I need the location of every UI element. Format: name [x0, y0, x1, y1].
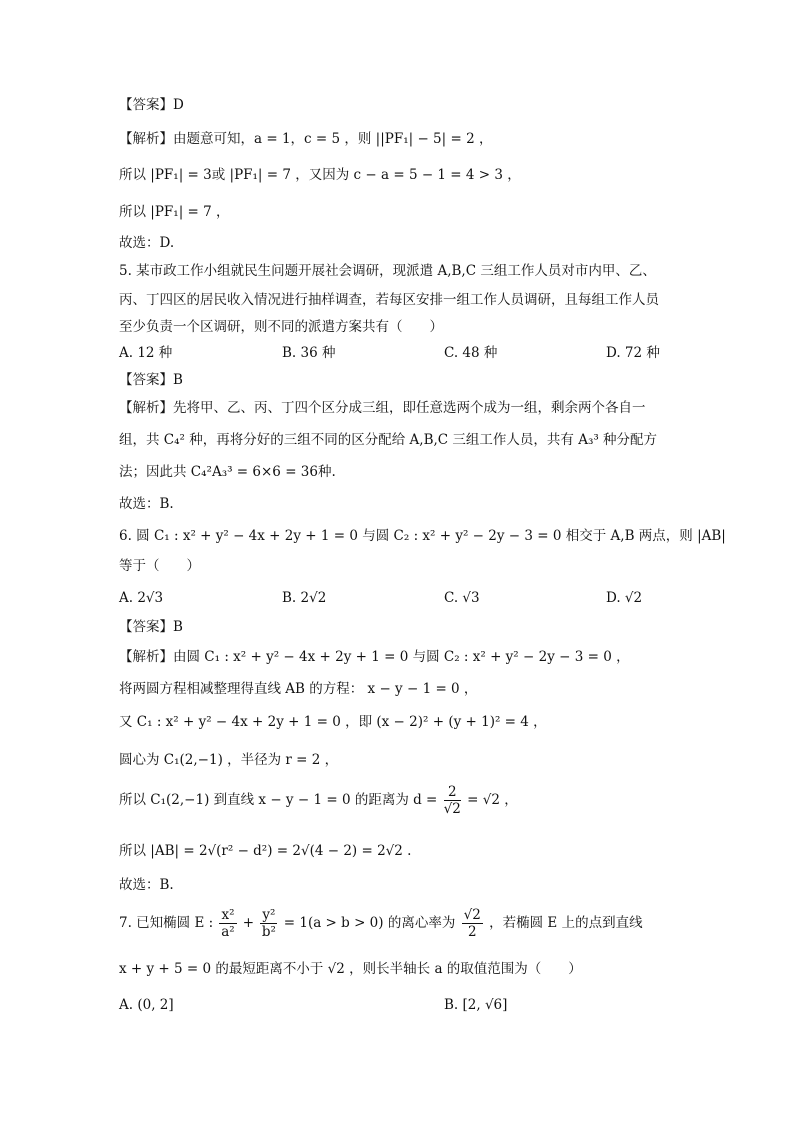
question-7-line2: x + y + 5 = 0 的最短距离不小于 √2 ，则长半轴长 a 的取值范围为（ ）: [119, 961, 582, 977]
plus-sign: +: [242, 915, 255, 931]
question-7-line1: [119, 907, 643, 940]
answer-q4: 【答案】D: [119, 97, 184, 113]
fraction-denominator: b²: [261, 924, 276, 940]
fraction-numerator: y²: [262, 907, 276, 923]
answer-q5: 【答案】B: [119, 372, 183, 388]
solution-q4-line3: 所以 |PF₁| = 7 ，: [119, 204, 230, 220]
fraction-numerator: x²: [221, 907, 235, 923]
question-5-line3: 至少负责一个区调研，则不同的派遣方案共有（ ）: [119, 319, 443, 335]
solution-q4-line2: 所以 |PF₁| = 3或 |PF₁| = 7 ，又因为 c − a = 5 − 1 = 4 > 3 ，: [119, 167, 521, 183]
choice-q5: 故选：B.: [119, 496, 174, 512]
q7-option-a: A. (0, 2]: [119, 997, 174, 1013]
fraction-denominator: √2: [443, 801, 461, 817]
q6-option-c: C. √3: [444, 590, 480, 606]
choice-q6: 故选：B.: [119, 877, 174, 893]
solution-q6-line6: 所以 |AB| = 2√(r² − d²) = 2√(4 − 2) = 2√2 .: [119, 843, 412, 859]
question-6-line2: 等于（ ）: [119, 558, 200, 574]
question-5-line1: 5. 某市政工作小组就民生问题开展社会调研，现派遣 A,B,C 三组工作人员对市内甲、乙、: [119, 263, 656, 279]
question-6-line1: 6. 圆 C₁ : x² + y² − 4x + 2y + 1 = 0 与圆 C₂ : x² + y² − 2y − 3 = 0 相交于 A,B 两点，则 |AB|: [119, 528, 726, 544]
q5-option-d: D. 72 种: [606, 345, 660, 361]
solution-q5-line1: 【解析】先将甲、乙、丙、丁四个区分成三组，即任意选两个成为一组，剩余两个各自一: [119, 400, 646, 416]
ellipse-label: 7. 已知椭圆 E :: [119, 915, 214, 931]
fraction-denominator: a²: [221, 924, 235, 940]
q5-option-a: A. 12 种: [119, 345, 173, 361]
q7-option-b: B. [2, √6]: [444, 997, 508, 1013]
q5-option-b: B. 36 种: [282, 345, 336, 361]
solution-q4-line1: 【解析】由题意可知，a = 1，c = 5 ，则 ||PF₁| − 5| = 2 ，: [119, 131, 493, 147]
fraction-numerator: √2: [463, 907, 481, 923]
distance-fraction: [444, 784, 461, 817]
ellipse-condition: = 1(a > b > 0) 的离心率为: [283, 915, 456, 931]
solution-q5-line2: 组，共 C₄² 种，再将分好的三组不同的区分配给 A,B,C 三组工作人员，共有 A₃³ 种分配方: [119, 432, 658, 448]
solution-q5-line3: 法；因此共 C₄²A₃³ = 6×6 = 36种.: [119, 464, 336, 480]
q6-option-b: B. 2√2: [282, 590, 327, 606]
question-7-continuation: ，若椭圆 E 上的点到直线: [489, 915, 643, 931]
question-5-line2: 丙、丁四区的居民收入情况进行抽样调查，若每区安排一组工作人员调研，且每组工作人员: [119, 292, 659, 308]
y-fraction: [260, 907, 277, 940]
solution-q6-line2: 将两圆方程相减整理得直线 AB 的方程： x − y − 1 = 0 ，: [119, 681, 478, 697]
solution-q6-line5: [119, 784, 518, 817]
distance-text: 所以 C₁(2,−1) 到直线 x − y − 1 = 0 的距离为 d =: [119, 792, 438, 808]
fraction-numerator: 2: [444, 784, 461, 801]
x-fraction: [219, 907, 236, 940]
eccentricity-fraction: [462, 907, 483, 940]
distance-result: = √2 ，: [467, 792, 518, 808]
solution-q6-line4: 圆心为 C₁(2,−1) ，半径为 r = 2 ，: [119, 752, 339, 768]
q5-option-c: C. 48 种: [444, 345, 498, 361]
solution-q6-line3: 又 C₁ : x² + y² − 4x + 2y + 1 = 0 ，即 (x − 2)² + (y + 1)² = 4 ，: [119, 714, 547, 730]
choice-q4: 故选：D.: [119, 235, 175, 251]
solution-q6-line1: 【解析】由圆 C₁ : x² + y² − 4x + 2y + 1 = 0 与圆 C₂ : x² + y² − 2y − 3 = 0 ，: [119, 649, 630, 665]
q6-option-a: A. 2√3: [119, 590, 164, 606]
fraction-denominator: 2: [467, 924, 477, 940]
q6-option-d: D. √2: [606, 590, 643, 606]
answer-q6: 【答案】B: [119, 619, 183, 635]
